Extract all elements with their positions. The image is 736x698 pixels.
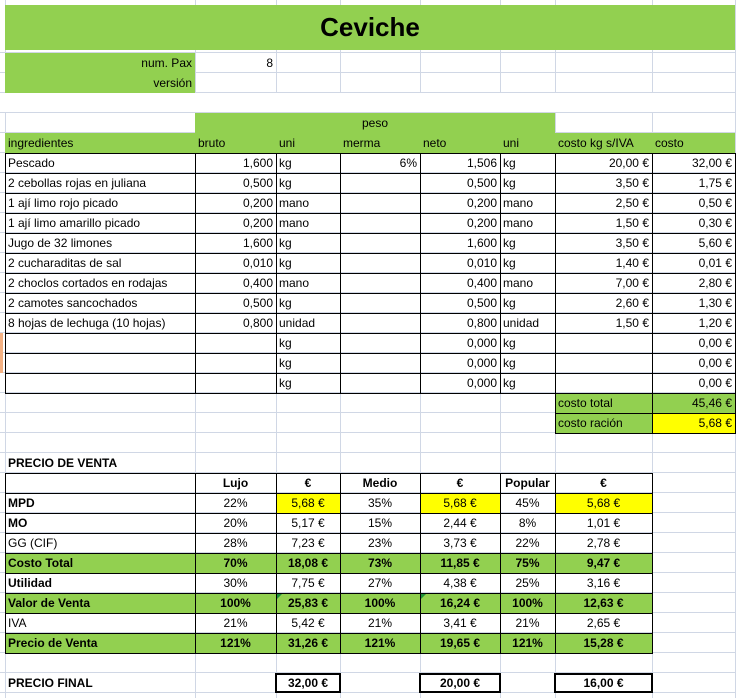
precio-final-popular[interactable]: 16,00 € bbox=[554, 673, 653, 693]
ingredient-uni2[interactable]: mano bbox=[503, 276, 534, 290]
pv-header: € bbox=[456, 476, 464, 490]
pv-cell[interactable]: 5,68 € bbox=[443, 496, 477, 510]
row-marker bbox=[0, 333, 3, 373]
ingredient-neto[interactable]: 0,000 bbox=[466, 336, 497, 350]
pv-cell[interactable]: 21% bbox=[223, 616, 248, 630]
pv-cell[interactable]: 121% bbox=[220, 636, 251, 650]
ingredient-bruto[interactable]: 0,500 bbox=[242, 296, 273, 310]
pv-cell[interactable]: 22% bbox=[515, 536, 540, 550]
pv-cell[interactable]: 30% bbox=[223, 576, 248, 590]
ingredient-merma[interactable] bbox=[340, 353, 420, 373]
pv-cell[interactable]: 21% bbox=[515, 616, 540, 630]
ingredient-bruto[interactable] bbox=[195, 333, 276, 353]
ingredient-uni2[interactable]: mano bbox=[503, 216, 534, 230]
ingredient-neto[interactable]: 1,600 bbox=[466, 236, 497, 250]
precio-final-label: PRECIO FINAL bbox=[8, 676, 93, 690]
ingredient-uni[interactable]: mano bbox=[279, 276, 310, 290]
pv-cell[interactable]: 15% bbox=[367, 516, 393, 530]
header-merma: merma bbox=[343, 136, 381, 150]
ingredient-neto[interactable]: 0,500 bbox=[466, 296, 497, 310]
pv-cell[interactable]: 5,68 € bbox=[291, 496, 325, 510]
ingredient-name[interactable]: 1 ají limo rojo picado bbox=[8, 196, 119, 210]
ingredient-bruto[interactable]: 0,800 bbox=[242, 316, 273, 330]
pv-row-label: GG (CIF) bbox=[8, 536, 58, 550]
ingredient-bruto[interactable]: 0,500 bbox=[242, 176, 273, 190]
header-ingredientes: ingredientes bbox=[8, 136, 74, 150]
ingredient-merma[interactable] bbox=[340, 253, 420, 273]
pv-cell[interactable]: 7,75 € bbox=[291, 576, 325, 590]
ingredient-costo[interactable]: 1,30 € bbox=[698, 296, 732, 310]
ingredient-uni2[interactable]: kg bbox=[503, 356, 516, 370]
pv-cell[interactable]: 70% bbox=[223, 556, 248, 570]
ingredient-merma[interactable] bbox=[340, 273, 420, 293]
ingredient-costo[interactable]: 0,00 € bbox=[698, 376, 732, 390]
pv-cell[interactable]: 12,63 € bbox=[583, 596, 624, 610]
ingredient-name[interactable] bbox=[5, 373, 195, 393]
ingredient-neto[interactable]: 0,400 bbox=[466, 276, 497, 290]
ingredient-merma[interactable] bbox=[340, 293, 420, 313]
header-uni: uni bbox=[279, 136, 296, 150]
ingredient-costo_kg[interactable]: 1,50 € bbox=[615, 316, 649, 330]
ingredient-name[interactable]: Pescado bbox=[8, 156, 55, 170]
ingredient-costo[interactable]: 32,00 € bbox=[691, 156, 732, 170]
precio-venta-title: PRECIO DE VENTA bbox=[8, 456, 118, 470]
ingredient-neto[interactable]: 0,800 bbox=[466, 316, 497, 330]
pv-row-label: Costo Total bbox=[8, 556, 74, 570]
pv-header: € bbox=[600, 476, 607, 490]
page-title: Ceviche bbox=[320, 12, 420, 42]
header-uni2: uni bbox=[503, 136, 520, 150]
pv-cell[interactable]: 31,26 € bbox=[287, 636, 329, 650]
ingredient-uni[interactable]: mano bbox=[279, 196, 310, 210]
pv-cell[interactable]: 16,24 € bbox=[439, 596, 481, 610]
ingredient-uni[interactable]: kg bbox=[279, 156, 292, 170]
header-neto: neto bbox=[423, 136, 447, 150]
pv-row-label: Precio de Venta bbox=[8, 636, 98, 650]
pv-cell[interactable]: 1,01 € bbox=[586, 516, 621, 530]
ingredient-uni[interactable]: kg bbox=[279, 296, 292, 310]
pv-cell[interactable]: 5,17 € bbox=[291, 516, 325, 530]
ingredient-bruto[interactable] bbox=[195, 373, 276, 393]
ingredient-name[interactable]: 2 camotes sancochados bbox=[8, 296, 138, 310]
ingredient-costo_kg[interactable]: 1,40 € bbox=[615, 256, 649, 270]
ingredient-bruto[interactable]: 1,600 bbox=[242, 236, 273, 250]
ingredient-costo[interactable]: 0,30 € bbox=[698, 216, 732, 230]
pv-row-label: IVA bbox=[8, 616, 27, 630]
pv-cell[interactable]: 75% bbox=[515, 556, 540, 570]
pv-row-label: MPD bbox=[8, 496, 35, 510]
ingredient-name[interactable]: 2 choclos cortados en rodajas bbox=[8, 276, 168, 290]
ingredient-neto[interactable]: 1,506 bbox=[466, 156, 497, 170]
ingredient-costo[interactable]: 2,80 € bbox=[698, 276, 732, 290]
ingredient-costo[interactable]: 1,20 € bbox=[698, 316, 732, 330]
pv-cell[interactable]: 100% bbox=[220, 596, 251, 610]
ingredient-costo_kg[interactable]: 3,50 € bbox=[615, 176, 649, 190]
ingredient-name[interactable]: Jugo de 32 limones bbox=[8, 236, 113, 250]
ingredient-neto[interactable]: 0,200 bbox=[466, 196, 497, 210]
ingredient-uni[interactable]: mano bbox=[279, 216, 310, 230]
costo-racion-label: costo ración bbox=[558, 416, 623, 430]
pv-cell[interactable]: 9,47 € bbox=[586, 556, 621, 570]
pv-cell[interactable]: 27% bbox=[367, 576, 393, 590]
pax-value[interactable]: 8 bbox=[266, 56, 273, 70]
precio-final-lujo[interactable]: 32,00 € bbox=[275, 673, 341, 693]
header-costo: costo bbox=[655, 136, 684, 150]
ingredient-uni[interactable]: kg bbox=[279, 176, 292, 190]
pv-header: € bbox=[304, 476, 312, 490]
pv-cell[interactable]: 121% bbox=[512, 636, 543, 650]
pv-cell[interactable]: 3,16 € bbox=[586, 576, 621, 590]
ingredient-bruto[interactable]: 1,600 bbox=[242, 156, 273, 170]
ingredient-uni2[interactable]: kg bbox=[503, 336, 516, 350]
pax-label: num. Pax bbox=[141, 56, 192, 70]
ingredient-name[interactable]: 2 cebollas rojas en juliana bbox=[8, 176, 147, 190]
pv-cell[interactable]: 22% bbox=[223, 496, 248, 510]
pv-cell[interactable]: 23% bbox=[367, 536, 393, 550]
pv-cell[interactable]: 100% bbox=[364, 596, 396, 610]
ingredient-uni[interactable]: kg bbox=[279, 236, 292, 250]
pv-cell[interactable]: 19,65 € bbox=[439, 636, 481, 650]
border-line bbox=[555, 433, 735, 434]
ingredient-neto[interactable]: 0,000 bbox=[466, 376, 497, 390]
ingredient-uni2[interactable]: kg bbox=[503, 156, 516, 170]
ingredient-costo_kg[interactable] bbox=[555, 353, 652, 373]
pv-cell[interactable]: 25% bbox=[515, 576, 540, 590]
version-label: versión bbox=[153, 76, 192, 90]
ingredient-costo_kg[interactable]: 20,00 € bbox=[608, 156, 649, 170]
ingredient-name[interactable] bbox=[5, 333, 195, 353]
pv-cell[interactable]: 100% bbox=[512, 596, 543, 610]
pv-cell[interactable]: 5,42 € bbox=[291, 616, 325, 630]
pv-cell[interactable]: 11,85 € bbox=[440, 556, 480, 570]
ingredient-bruto[interactable]: 0,200 bbox=[242, 196, 273, 210]
pv-header: Medio bbox=[362, 476, 398, 490]
pv-cell[interactable]: 4,38 € bbox=[443, 576, 477, 590]
pv-cell[interactable]: 28% bbox=[223, 536, 248, 550]
ingredient-costo[interactable]: 0,50 € bbox=[698, 196, 732, 210]
ingredient-costo[interactable]: 0,00 € bbox=[698, 336, 732, 350]
costo-total-value[interactable]: 45,46 € bbox=[691, 396, 732, 410]
ingredient-uni2[interactable]: mano bbox=[503, 196, 534, 210]
ingredient-merma[interactable] bbox=[340, 193, 420, 213]
ingredient-merma[interactable] bbox=[340, 313, 420, 333]
blank-strip bbox=[5, 93, 735, 112]
pv-row-label: Valor de Venta bbox=[8, 596, 91, 610]
pv-cell[interactable]: 21% bbox=[367, 616, 393, 630]
precio-final-medio[interactable]: 20,00 € bbox=[419, 673, 501, 693]
pv-cell[interactable]: 35% bbox=[367, 496, 393, 510]
cell-marker bbox=[277, 594, 282, 599]
ingredient-uni2[interactable]: kg bbox=[503, 296, 516, 310]
ingredient-uni[interactable]: kg bbox=[279, 356, 292, 370]
ingredient-uni2[interactable]: kg bbox=[503, 376, 516, 390]
ingredient-costo_kg[interactable] bbox=[555, 333, 652, 353]
ingredient-costo_kg[interactable] bbox=[555, 373, 652, 393]
ingredient-bruto[interactable]: 0,010 bbox=[242, 256, 273, 270]
ingredient-costo[interactable]: 1,75 € bbox=[698, 176, 732, 190]
ingredient-merma[interactable] bbox=[340, 213, 420, 233]
ingredient-neto[interactable]: 0,010 bbox=[466, 256, 497, 270]
pv-row-label: Utilidad bbox=[8, 576, 52, 590]
pv-cell[interactable]: 25,83 € bbox=[287, 596, 329, 610]
ingredient-bruto[interactable]: 0,400 bbox=[242, 276, 273, 290]
pv-cell[interactable]: 8% bbox=[518, 516, 537, 530]
ingredient-costo_kg[interactable]: 3,50 € bbox=[615, 236, 649, 250]
ingredient-costo[interactable]: 5,60 € bbox=[698, 236, 732, 250]
pv-cell[interactable]: 5,68 € bbox=[586, 496, 621, 510]
pv-header: Lujo bbox=[222, 476, 249, 490]
peso-header: peso bbox=[361, 116, 389, 130]
pv-row-label: MO bbox=[8, 516, 28, 530]
pv-cell[interactable]: 20% bbox=[223, 516, 248, 530]
pv-cell[interactable]: 45% bbox=[515, 496, 540, 510]
ingredient-uni[interactable]: kg bbox=[279, 376, 292, 390]
ingredient-name[interactable]: 8 hojas de lechuga (10 hojas) bbox=[8, 316, 166, 330]
ingredient-costo[interactable]: 0,00 € bbox=[698, 356, 732, 370]
ingredient-merma[interactable] bbox=[340, 333, 420, 353]
ingredient-neto[interactable]: 0,000 bbox=[466, 356, 497, 370]
pv-cell[interactable]: 73% bbox=[367, 556, 393, 570]
ingredient-costo_kg[interactable]: 2,60 € bbox=[615, 296, 649, 310]
ingredient-costo_kg[interactable]: 7,00 € bbox=[615, 276, 649, 290]
costo-racion-value[interactable]: 5,68 € bbox=[698, 416, 732, 430]
pv-cell[interactable]: 2,78 € bbox=[586, 536, 621, 550]
pv-cell[interactable]: 3,73 € bbox=[443, 536, 477, 550]
ingredient-costo[interactable]: 0,01 € bbox=[698, 256, 732, 270]
ingredient-uni2[interactable]: kg bbox=[503, 256, 516, 270]
ingredient-costo_kg[interactable]: 1,50 € bbox=[615, 216, 649, 230]
pv-col-border bbox=[652, 473, 653, 654]
header-costo-kg: costo kg s/IVA bbox=[558, 136, 634, 150]
ingredient-uni[interactable]: kg bbox=[279, 256, 292, 270]
pv-cell[interactable]: 2,44 € bbox=[443, 516, 477, 530]
costo-total-label: costo total bbox=[558, 396, 613, 410]
pv-cell[interactable]: 2,65 € bbox=[586, 616, 621, 630]
header-bruto: bruto bbox=[198, 136, 226, 150]
ingredient-neto[interactable]: 0,500 bbox=[466, 176, 497, 190]
pv-cell[interactable]: 15,28 € bbox=[583, 636, 624, 650]
ingredient-merma[interactable]: 6% bbox=[399, 156, 417, 170]
ingredient-uni2[interactable]: unidad bbox=[503, 316, 540, 330]
ingredient-bruto[interactable]: 0,200 bbox=[242, 216, 273, 230]
ingredient-costo_kg[interactable]: 2,50 € bbox=[615, 196, 649, 210]
pv-header: Popular bbox=[505, 476, 550, 490]
ingredient-name[interactable] bbox=[5, 353, 195, 373]
ingredient-name[interactable]: 1 ají limo amarillo picado bbox=[8, 216, 141, 230]
cell-marker bbox=[421, 594, 426, 599]
ingredient-merma[interactable] bbox=[340, 233, 420, 253]
ingredient-uni[interactable]: kg bbox=[279, 336, 292, 350]
ingredient-neto[interactable]: 0,200 bbox=[466, 216, 497, 230]
pv-cell[interactable]: 3,41 € bbox=[443, 616, 477, 630]
pv-cell[interactable]: 7,23 € bbox=[291, 536, 325, 550]
ingredient-name[interactable]: 2 cucharaditas de sal bbox=[8, 256, 122, 270]
ingredient-uni2[interactable]: kg bbox=[503, 236, 516, 250]
pv-cell[interactable]: 121% bbox=[364, 636, 396, 650]
ingredient-uni2[interactable]: kg bbox=[503, 176, 516, 190]
ingredient-bruto[interactable] bbox=[195, 353, 276, 373]
ingredient-merma[interactable] bbox=[340, 373, 420, 393]
ingredient-uni[interactable]: unidad bbox=[279, 316, 316, 330]
pv-cell[interactable]: 18,08 € bbox=[287, 556, 329, 570]
ingredient-merma[interactable] bbox=[340, 173, 420, 193]
